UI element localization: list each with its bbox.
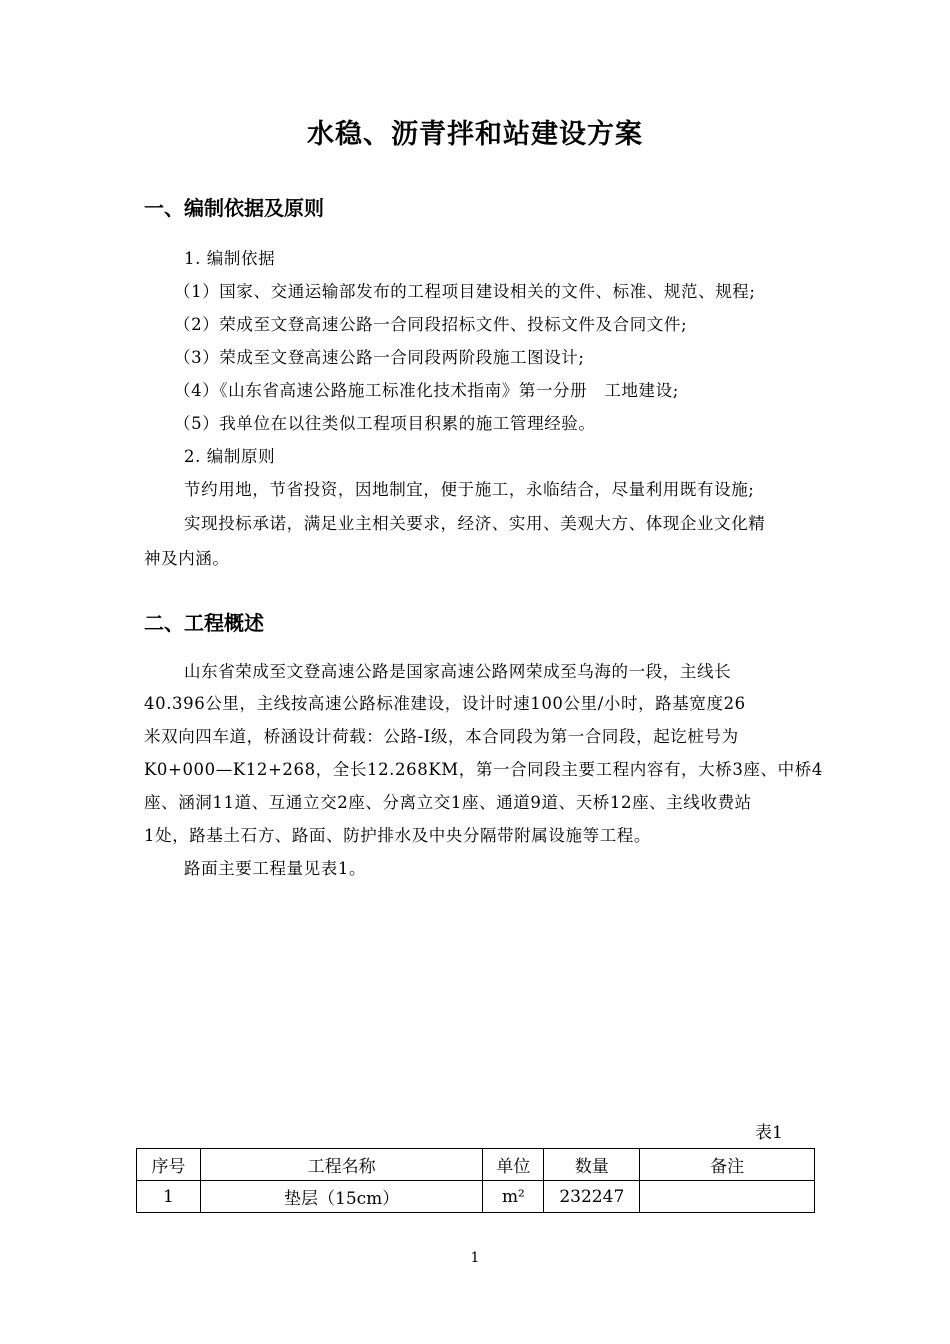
section-2-heading: 二、工程概述 bbox=[144, 611, 264, 635]
table-reference: 路面主要工程量见表1。 bbox=[184, 859, 367, 878]
cell-remarks bbox=[640, 1181, 815, 1213]
table-header-row bbox=[137, 1149, 815, 1181]
header-remarks: 备注 bbox=[640, 1149, 815, 1181]
cell-unit: m² bbox=[483, 1181, 544, 1213]
table-row bbox=[137, 1181, 815, 1213]
header-unit: 单位 bbox=[483, 1149, 544, 1181]
principle-1: 节约用地，节省投资，因地制宜，便于施工，永临结合，尽量利用既有设施; bbox=[184, 480, 755, 499]
basis-item-4: （4）《山东省高速公路施工标准化技术指南》第一分册 工地建设; bbox=[174, 381, 679, 400]
header-quantity: 数量 bbox=[544, 1149, 640, 1181]
overview-line-5: 座、涵洞11道、互通立交2座、分离立交1座、通道9道、天桥12座、主线收费站 bbox=[144, 793, 752, 812]
section-1-heading: 一、编制依据及原则 bbox=[144, 196, 324, 220]
cell-name: 垫层（15cm） bbox=[200, 1181, 483, 1213]
overview-line-1: 山东省荣成至文登高速公路是国家高速公路网荣成至乌海的一段，主线长 bbox=[184, 662, 732, 681]
principle-2-line-2: 神及内涵。 bbox=[144, 549, 230, 568]
document-title: 水稳、沥青拌和站建设方案 bbox=[307, 119, 643, 150]
overview-line-6: 1处，路基土石方、路面、防护排水及中央分隔带附属设施等工程。 bbox=[144, 826, 651, 845]
quantities-table bbox=[136, 1148, 815, 1213]
principle-2-line-1: 实现投标承诺，满足业主相关要求，经济、实用、美观大方、体现企业文化精 bbox=[184, 514, 766, 533]
subheading-basis: 1. 编制依据 bbox=[184, 249, 276, 268]
cell-index: 1 bbox=[137, 1181, 201, 1213]
overview-line-2: 40.396公里，主线按高速公路标准建设，设计时速100公里/小时，路基宽度26 bbox=[144, 694, 746, 713]
cell-quantity: 232247 bbox=[544, 1181, 640, 1213]
page-number: 1 bbox=[470, 1250, 480, 1266]
overview-line-4: K0+000—K12+268，全长12.268KM，第一合同段主要工程内容有，大桥3座、中桥4 bbox=[144, 760, 823, 779]
header-index: 序号 bbox=[137, 1149, 201, 1181]
header-name: 工程名称 bbox=[200, 1149, 483, 1181]
basis-item-2: （2）荣成至文登高速公路一合同段招标文件、投标文件及合同文件; bbox=[174, 315, 688, 334]
overview-line-3: 米双向四车道，桥涵设计荷载：公路-Ⅰ级，本合同段为第一合同段，起讫桩号为 bbox=[144, 727, 739, 746]
basis-item-3: （3）荣成至文登高速公路一合同段两阶段施工图设计; bbox=[174, 348, 585, 367]
basis-item-1: （1）国家、交通运输部发布的工程项目建设相关的文件、标准、规范、规程; bbox=[174, 282, 756, 301]
table-caption: 表1 bbox=[755, 1123, 783, 1143]
basis-item-5: （5）我单位在以往类似工程项目积累的施工管理经验。 bbox=[174, 414, 596, 433]
subheading-principles: 2. 编制原则 bbox=[184, 447, 276, 466]
